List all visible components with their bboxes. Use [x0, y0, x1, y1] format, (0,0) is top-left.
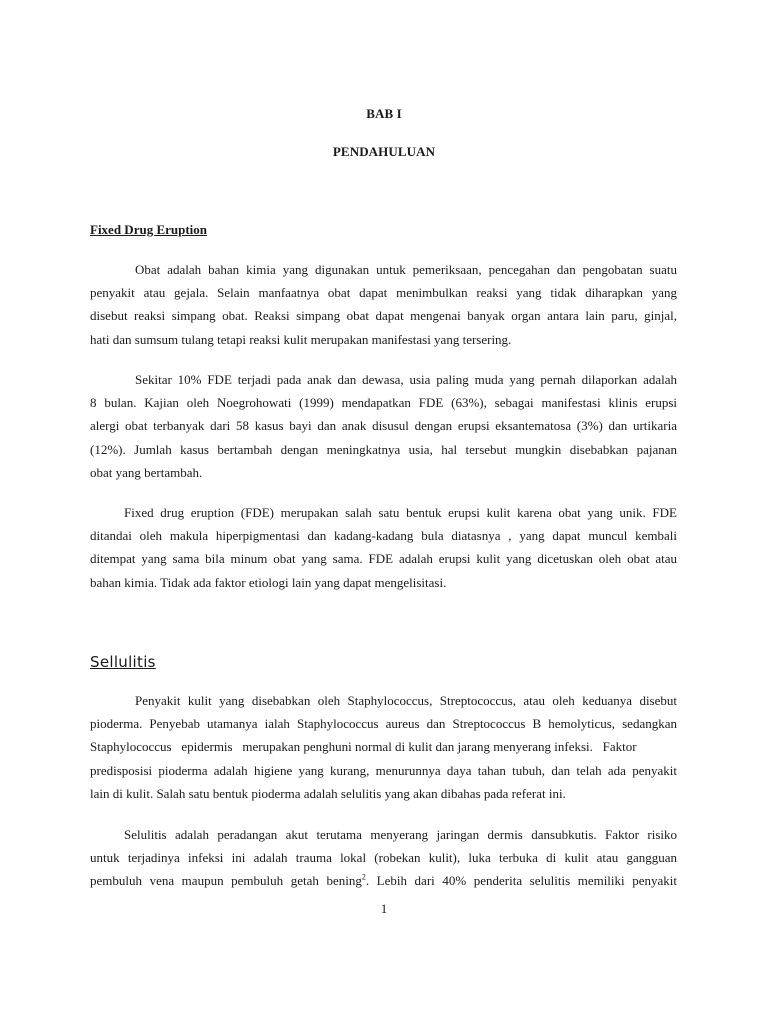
- paragraph-line: predisposisi pioderma adalah higiene yang kurang, menurunnya daya tahan tubuh, dan telah ada penyakit: [90, 762, 677, 778]
- paragraph-line: untuk terjadinya infeksi ini adalah trauma lokal (robekan kulit), luka terbuka di kulit atau gangguan: [90, 850, 677, 866]
- page-number: 1: [380, 901, 388, 916]
- paragraph-line: Staphylococcus epidermis merupakan penghuni normal di kulit dan jarang menyerang infeksi. Faktor: [90, 739, 637, 755]
- paragraph-line: 8 bulan. Kajian oleh Noegrohowati (1999) mendapatkan FDE (63%), sebagai manifestasi klinis erupsi: [90, 395, 677, 411]
- section-heading-sellulitis: Sellulitis: [90, 653, 156, 671]
- paragraph-sekitar: [90, 368, 677, 484]
- paragraph-line: [90, 869, 677, 892]
- paragraph-line: lain di kulit. Salah satu bentuk pioderma adalah selulitis yang akan dibahas pada referat ini.: [90, 785, 566, 801]
- paragraph-line: Penyakit kulit yang disebabkan oleh Staphylococcus, Streptococcus, atau oleh keduanya disebut: [135, 693, 677, 708]
- paragraph-line: bahan kimia. Tidak ada faktor etiologi lain yang dapat mengelisitasi.: [90, 574, 447, 590]
- paragraph-line: penyakit atau gejala. Selain manfaatnya obat dapat menimbulkan reaksi yang tidak diharapkan yang: [90, 285, 677, 301]
- paragraph-line: Fixed drug eruption (FDE) merupakan salah satu bentuk erupsi kulit karena obat yang unik. FDE: [124, 505, 677, 520]
- chapter-title: PENDAHULUAN: [332, 144, 436, 159]
- section-heading-fixed-drug-eruption: Fixed Drug Eruption: [90, 222, 208, 237]
- paragraph-line: obat yang bertambah.: [90, 464, 203, 480]
- paragraph-line: ditempat yang sama bila minum obat yang sama. FDE adalah erupsi kulit yang dicetuskan oleh obat atau: [90, 551, 677, 567]
- chapter-label: BAB I: [366, 106, 402, 121]
- paragraph-line: alergi obat terbanyak dari 58 kasus bayi dan anak disusul dengan erupsi eksantematosa (3%) dan urtikaria: [90, 418, 677, 434]
- paragraph-obat: [90, 258, 677, 351]
- paragraph-line: Obat adalah bahan kimia yang digunakan untuk pemeriksaan, pencegahan dan pengobatan suatu: [135, 262, 677, 277]
- paragraph-line: Selulitis adalah peradangan akut terutama menyerang jaringan dermis dansubkutis. Faktor risiko: [124, 827, 677, 842]
- paragraph-text: pembuluh vena maupun pembuluh getah bening: [90, 873, 362, 889]
- paragraph-penyakit-kulit: [90, 689, 677, 805]
- paragraph-fixed-drug: [90, 501, 677, 594]
- paragraph-line: (12%). Jumlah kasus bertambah dengan meningkatnya usia, hal tersebut mungkin disebabkan pajanan: [90, 441, 677, 457]
- paragraph-selulitis: [90, 823, 677, 893]
- paragraph-line: disebut reaksi simpang obat. Reaksi simpang obat dapat mengenai banyak organ antara lain paru, ginjal,: [90, 308, 677, 324]
- paragraph-line: ditandai oleh makula hiperpigmentasi dan kadang-kadang bula diatasnya , yang dapat muncul kembali: [90, 528, 677, 544]
- paragraph-line: pioderma. Penyebab utamanya ialah Staphylococcus aureus dan Streptococcus B hemolyticus, sedangkan: [90, 716, 677, 732]
- footnote-reference: 2: [361, 873, 366, 883]
- paragraph-text: . Lebih dari 40% penderita selulitis memiliki penyakit: [365, 873, 677, 889]
- paragraph-line: Sekitar 10% FDE terjadi pada anak dan dewasa, usia paling muda yang pernah dilaporkan adalah: [135, 372, 677, 387]
- paragraph-line: hati dan sumsum tulang tetapi reaksi kulit merupakan manifestasi yang tersering.: [90, 331, 512, 347]
